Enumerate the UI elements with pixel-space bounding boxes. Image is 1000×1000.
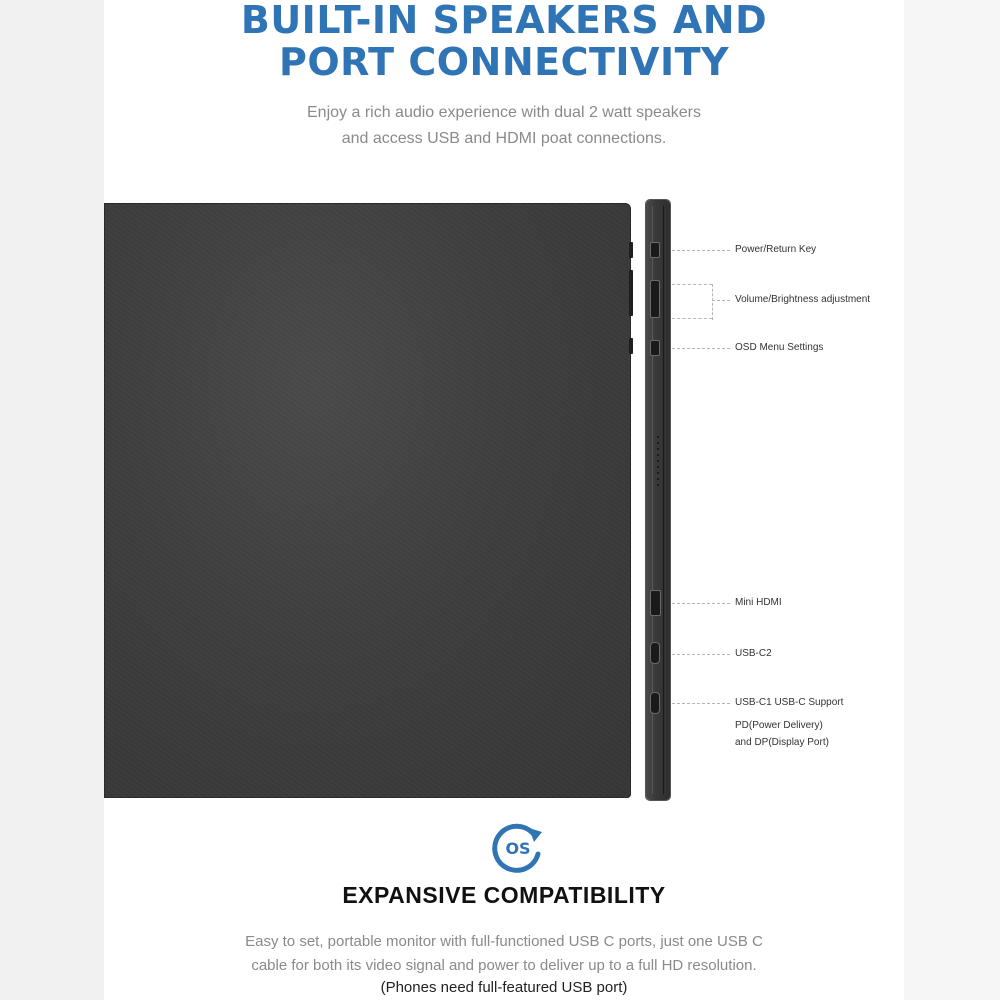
osd-key-port (650, 340, 660, 356)
volume-rocker-port (650, 280, 660, 318)
right-margin (904, 0, 1000, 1000)
bracket-line (712, 284, 713, 320)
callout-power-key: Power/Return Key (735, 244, 817, 255)
callout-volume-brightness: Volume/Brightness adjustment (735, 294, 871, 305)
callout-usb-c2: USB-C2 (735, 648, 772, 659)
leader-line (672, 250, 730, 251)
edge-button-osd (629, 338, 633, 354)
compatibility-desc-line2: cable for both its video signal and power to deliver up to a full HD resolution. (251, 957, 757, 974)
callout-mini-hdmi: Mini HDMI (735, 597, 782, 608)
left-margin (0, 0, 104, 1000)
monitor-front-image (104, 203, 631, 798)
callout-usb-c1-pd: PD(Power Delivery) (735, 720, 823, 731)
edge-button-rocker (629, 270, 633, 316)
edge-button-power (629, 242, 633, 258)
os-sync-icon (490, 820, 546, 876)
section-subtitle-line1: Enjoy a rich audio experience with dual 2 watt speakers (307, 104, 701, 121)
callout-usb-c1: USB-C1 USB-C Support (735, 697, 844, 708)
leader-line (672, 603, 730, 604)
section-title-line1: BUILT-IN SPEAKERS AND (240, 0, 768, 42)
compatibility-title: EXPANSIVE COMPATIBILITY (342, 882, 666, 908)
leader-line (712, 300, 730, 301)
callout-usb-c1-dp: and DP(Display Port) (735, 737, 829, 748)
leader-line (672, 284, 712, 285)
leader-line (672, 654, 730, 655)
usb-c2-port (650, 642, 660, 664)
leader-line (672, 348, 730, 349)
leader-line (672, 703, 730, 704)
compatibility-desc-line1: Easy to set, portable monitor with full-functioned USB C ports, just one USB C (245, 933, 763, 950)
compatibility-note: (Phones need full-featured USB port) (380, 979, 628, 996)
leader-line (672, 318, 712, 319)
os-icon-label: OS (505, 839, 531, 858)
usb-c1-port (650, 692, 660, 714)
section-subtitle-line2: and access USB and HDMI poat connections. (341, 130, 667, 147)
speaker-grill-icon (654, 436, 662, 490)
section-title-line2: PORT CONNECTIVITY (278, 40, 730, 84)
callout-osd-menu: OSD Menu Settings (735, 342, 824, 353)
power-key-port (650, 242, 660, 258)
mini-hdmi-port (650, 590, 661, 616)
